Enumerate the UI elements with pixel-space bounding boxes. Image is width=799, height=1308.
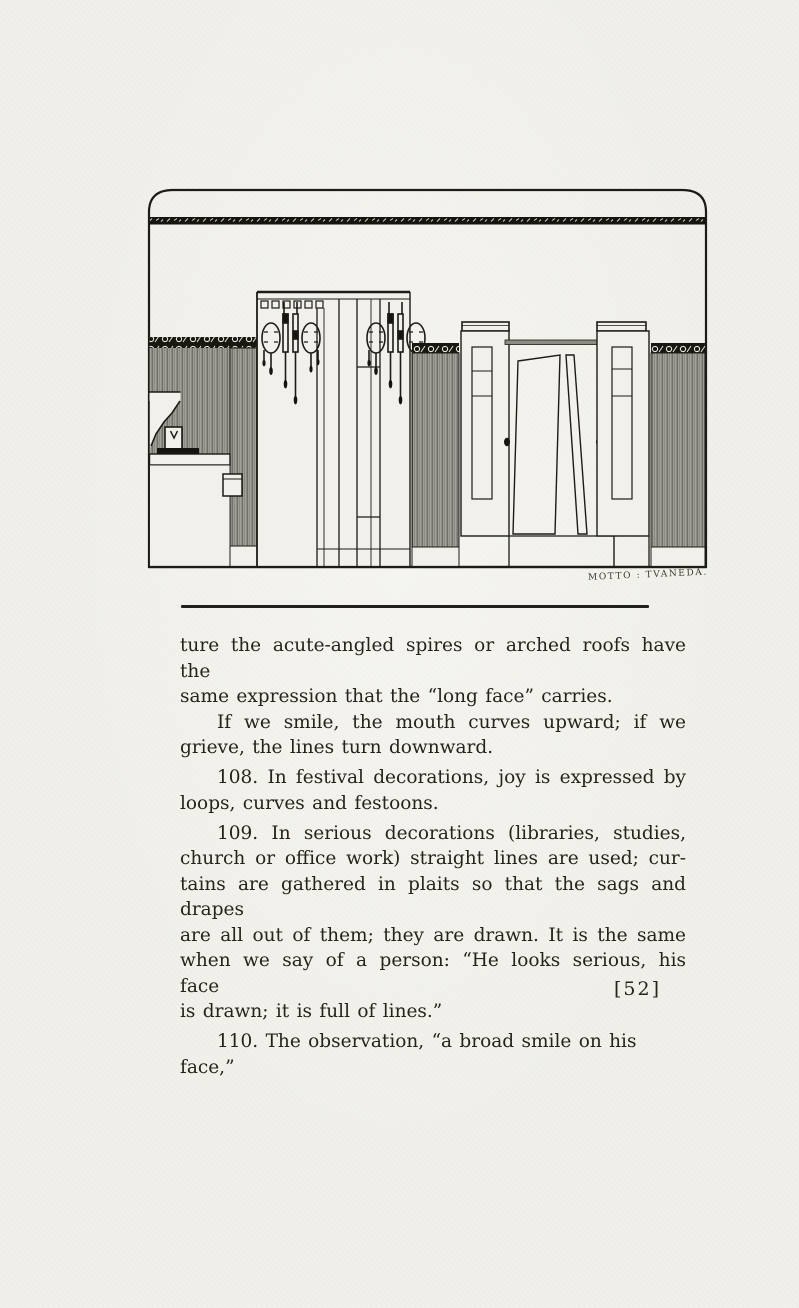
wardrobe [461, 322, 649, 567]
text-line: tains are gathered in plaits so that the sags and drapes [180, 873, 686, 920]
right-wall-section [651, 343, 705, 567]
body-text [180, 633, 686, 1080]
text-line: same expression that the “long face” carries. [180, 686, 613, 707]
text-line: 109. In serious decorations (libraries, studies, [217, 822, 686, 844]
text-line: If we smile, the mouth curves upward; if we [217, 711, 686, 733]
text-line: church or office work) straight lines are used; cur- [180, 848, 686, 869]
door-knob-left [504, 438, 510, 446]
artist-signature: MOTTO : TVANEDA. [587, 567, 709, 583]
door-leaf-large [513, 355, 560, 534]
divider-rule [181, 605, 649, 608]
text-line: loops, curves and festoons. [180, 792, 439, 814]
text-line: 110. The observation, “a broad smile on his face,” [180, 1031, 637, 1078]
interior-elevation-illustration [147, 184, 709, 584]
text-line: grieve, the lines turn downward. [180, 737, 494, 758]
drawer-box [223, 474, 242, 496]
left-wall-section [150, 337, 258, 567]
door-leaf-narrow [566, 355, 587, 534]
middle-wall-section [412, 343, 459, 567]
counter-ledge [150, 454, 231, 465]
text-line: ture the acute-angled spires or arched roofs have the [180, 635, 686, 682]
text-line: when we say of a person: “He looks serious, his face [180, 950, 686, 997]
ceiling-border-band [150, 217, 705, 225]
text-line: is drawn; it is full of lines.” [180, 1001, 443, 1022]
page-number: [52] [614, 978, 662, 1000]
text-line: are all out of them; they are drawn. It is the same [180, 924, 686, 946]
text-line: 108. In festival decorations, joy is expressed by [217, 767, 686, 788]
